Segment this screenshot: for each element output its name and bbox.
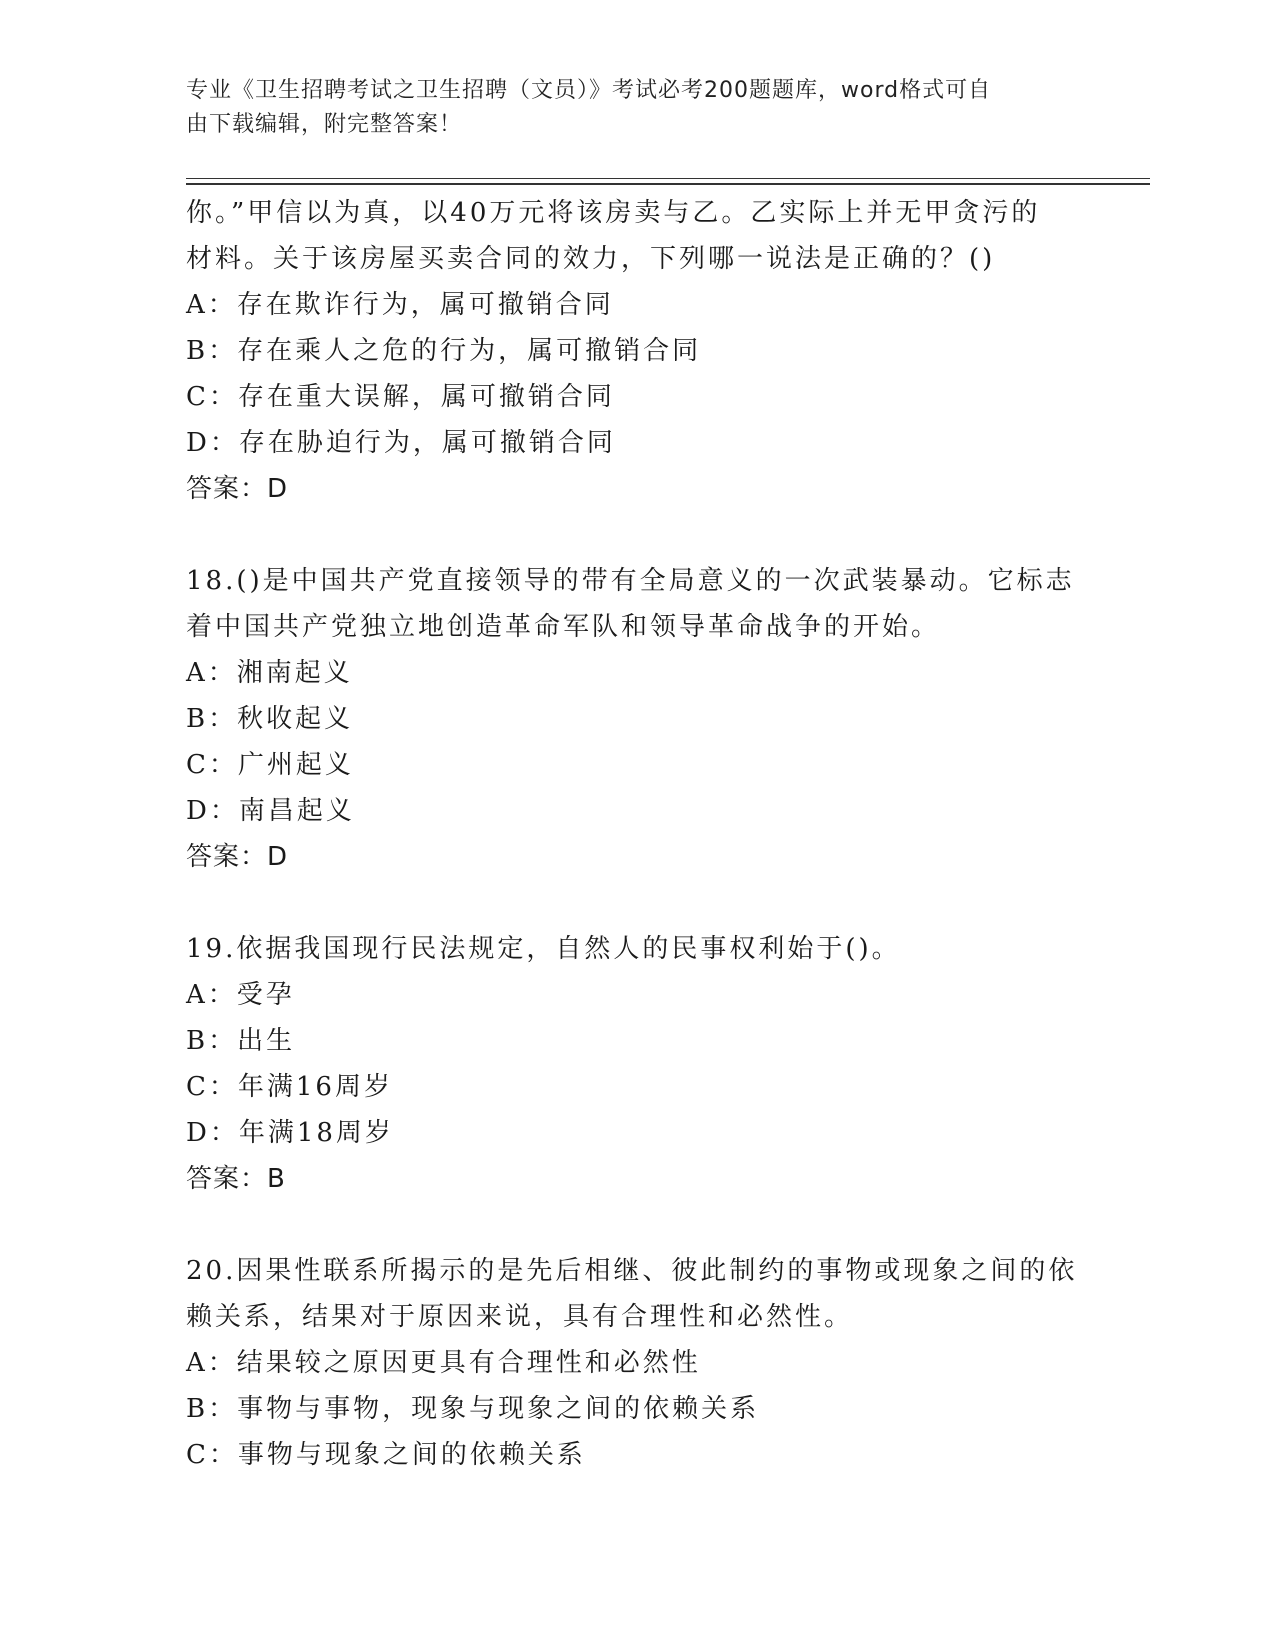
question-text-line: 赖关系，结果对于原因来说，具有合理性和必然性。 [186,1302,854,1332]
option-b: B：秋收起义 [186,704,354,734]
option-c: C：存在重大误解，属可撤销合同 [186,382,615,412]
option-a: A：湘南起义 [186,658,353,688]
option-c: C：事物与现象之间的依赖关系 [186,1440,586,1470]
option-b: B：出生 [186,1026,296,1056]
question-continued [186,190,1146,512]
document-header [186,74,1066,142]
option-b: B：事物与事物，现象与现象之间的依赖关系 [186,1394,760,1424]
question-text-line: 18.()是中国共产党直接领导的带有全局意义的一次武装暴动。它标志 [186,566,1075,596]
option-c: C：广州起义 [186,750,354,780]
question-text-line: 你。”甲信以为真，以40万元将该房卖与乙。乙实际上并无甲贪污的 [186,198,1041,228]
option-d: D：南昌起义 [186,796,355,826]
option-a: A：存在欺诈行为，属可撤销合同 [186,290,614,320]
answer-line: 答案：B [186,1164,286,1194]
header-line-2: 由下载编辑，附完整答案！ [186,112,463,137]
question-text-line: 19.依据我国现行民法规定，自然人的民事权利始于()。 [186,934,901,964]
option-d: D：存在胁迫行为，属可撤销合同 [186,428,616,458]
option-a: A：受孕 [186,980,295,1010]
question-text-line: 着中国共产党独立地创造革命军队和领导革命战争的开始。 [186,612,941,642]
question-20 [186,1248,1146,1478]
question-18 [186,558,1146,880]
answer-line: 答案：D [186,842,289,872]
document-body [186,190,1146,1478]
question-text-line: 20.因果性联系所揭示的是先后相继、彼此制约的事物或现象之间的依 [186,1256,1078,1286]
answer-line: 答案：D [186,474,289,504]
question-19 [186,926,1146,1202]
header-rule-thin [186,178,1150,179]
option-d: D：年满18周岁 [186,1118,394,1148]
option-b: B：存在乘人之危的行为，属可撤销合同 [186,336,702,366]
header-rule-thick [186,183,1150,185]
option-a: A：结果较之原因更具有合理性和必然性 [186,1348,701,1378]
header-line-1: 专业《卫生招聘考试之卫生招聘（文员）》考试必考200题题库，word格式可自 [186,78,992,103]
question-text-line: 材料。关于该房屋买卖合同的效力，下列哪一说法是正确的？() [186,244,996,274]
option-c: C：年满16周岁 [186,1072,393,1102]
